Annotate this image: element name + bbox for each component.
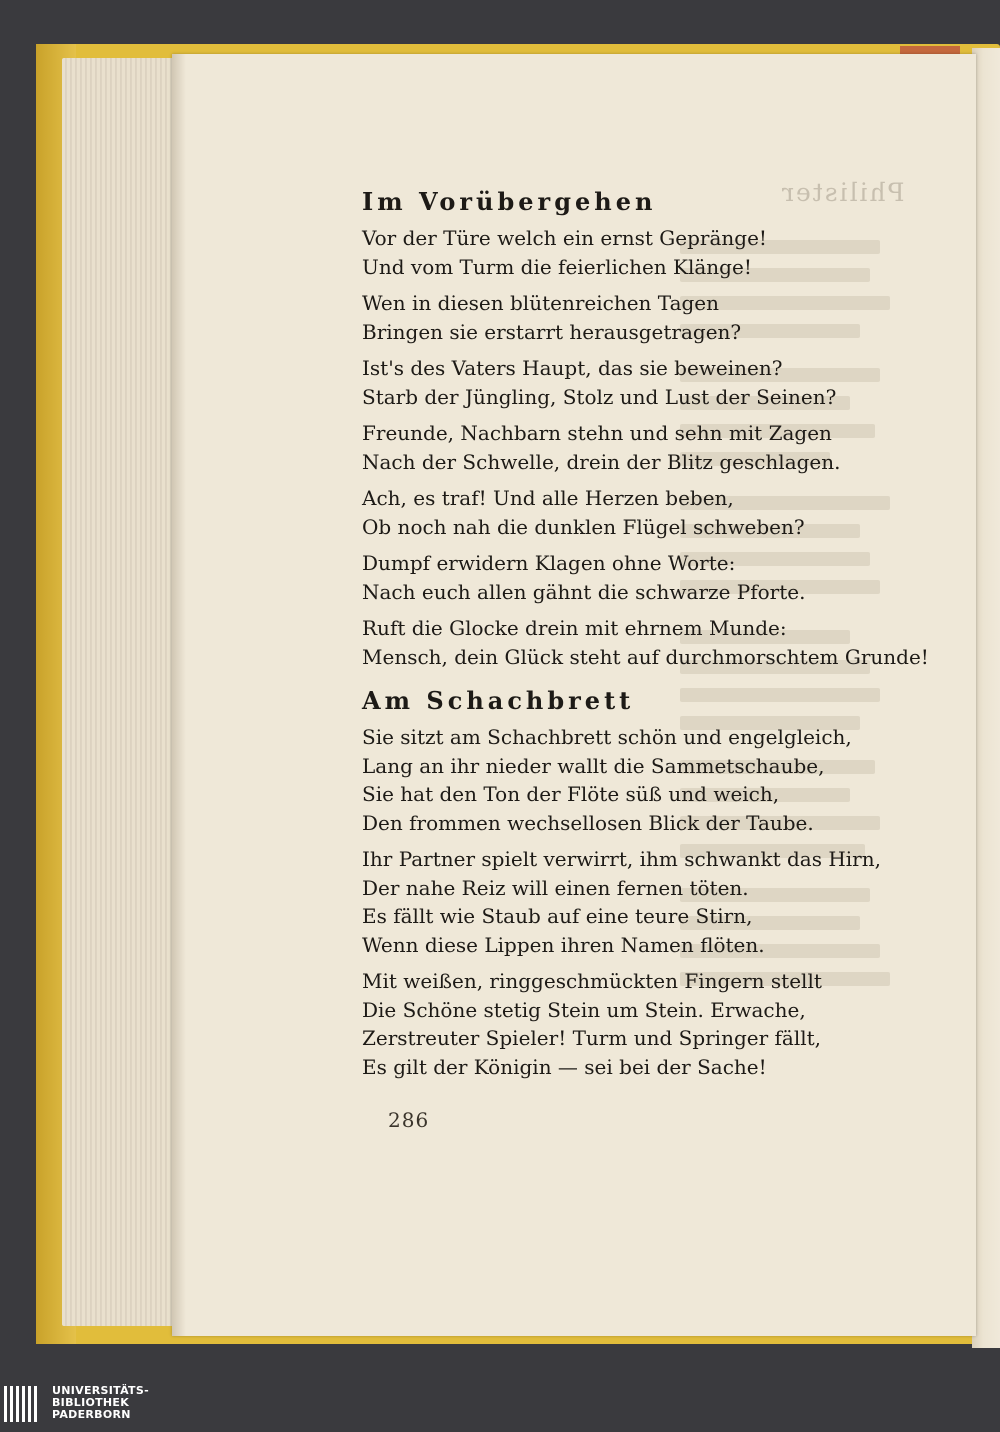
verse-line: Nach euch allen gähnt die schwarze Pforte. (362, 579, 806, 604)
stanza (362, 484, 842, 541)
page-stack-edges (62, 58, 182, 1326)
verse-line: Lang an ihr nieder wallt die Sammetschaube, (362, 753, 825, 778)
verse-line: Es fällt wie Staub auf eine teure Stirn, (362, 904, 753, 928)
verse-line: Die Schöne stetig Stein um Stein. Erwache, (362, 997, 806, 1022)
verse-line: Bringen sie erstarrt herausgetragen? (362, 319, 742, 344)
facing-page-edge (972, 48, 1000, 1348)
footer-bar (0, 1380, 1000, 1432)
poem-title: Im Vorübergehen (362, 187, 657, 216)
logo-line: PADERBORN (52, 1408, 131, 1421)
gutter-shadow (172, 54, 186, 1336)
stanza (362, 419, 842, 476)
page-number: 286 (388, 1108, 430, 1132)
stanza (362, 549, 842, 606)
verse-line: Vor der Türe welch ein ernst Gepränge! (362, 226, 767, 250)
verse-line: Ihr Partner spielt verwirrt, ihm schwankt das Hirn, (362, 847, 881, 871)
verse-line: Mensch, dein Glück steht auf durchmorschtem Grunde! (362, 644, 929, 669)
library-logo-icon (4, 1386, 44, 1422)
stanza (362, 224, 842, 281)
verse-line: Es gilt der Königin — sei bei der Sache! (362, 1054, 767, 1079)
library-logo-text (52, 1385, 149, 1421)
stanza (362, 289, 842, 346)
verse-line: Freunde, Nachbarn stehn und sehn mit Zagen (362, 421, 832, 445)
verse-line: Sie hat den Ton der Flöte süß und weich, (362, 782, 780, 806)
verse-line: Ach, es traf! Und alle Herzen beben, (362, 486, 734, 510)
stanza (362, 354, 842, 411)
verse-line: Dumpf erwidern Klagen ohne Worte: (362, 551, 736, 575)
verse-line: Wenn diese Lippen ihren Namen flöten. (362, 932, 765, 957)
logo-line: BIBLIOTHEK (52, 1396, 130, 1409)
bleed-through-heading: Philister (780, 178, 905, 207)
verse-line: Wen in diesen blütenreichen Tagen (362, 291, 720, 315)
verse-line: Zerstreuter Spieler! Turm und Springer fällt, (362, 1026, 822, 1050)
verse-line: Der nahe Reiz will einen fernen töten. (362, 875, 749, 900)
verse-line: Und vom Turm die feierlichen Klänge! (362, 254, 752, 279)
verse-line: Ob noch nah die dunklen Flügel schweben? (362, 514, 805, 539)
verse-line: Nach der Schwelle, drein der Blitz geschlagen. (362, 449, 841, 474)
stanza (362, 845, 881, 959)
verse-line: Mit weißen, ringgeschmückten Fingern stellt (362, 969, 822, 993)
verse-line: Starb der Jüngling, Stolz und Lust der Seinen? (362, 384, 837, 409)
logo-line: UNIVERSITÄTS- (52, 1384, 149, 1397)
verse-line: Ist's des Vaters Haupt, das sie beweinen? (362, 356, 783, 380)
poem-title: Am Schachbrett (362, 686, 635, 715)
verse-line: Sie sitzt am Schachbrett schön und engelgleich, (362, 725, 852, 749)
stanza (362, 614, 929, 671)
bookmark-ribbon (900, 46, 960, 54)
stanza (362, 967, 842, 1081)
stanza (362, 723, 852, 837)
verse-line: Ruft die Glocke drein mit ehrnem Munde: (362, 616, 787, 640)
verse-line: Den frommen wechsellosen Blick der Taube. (362, 810, 814, 835)
